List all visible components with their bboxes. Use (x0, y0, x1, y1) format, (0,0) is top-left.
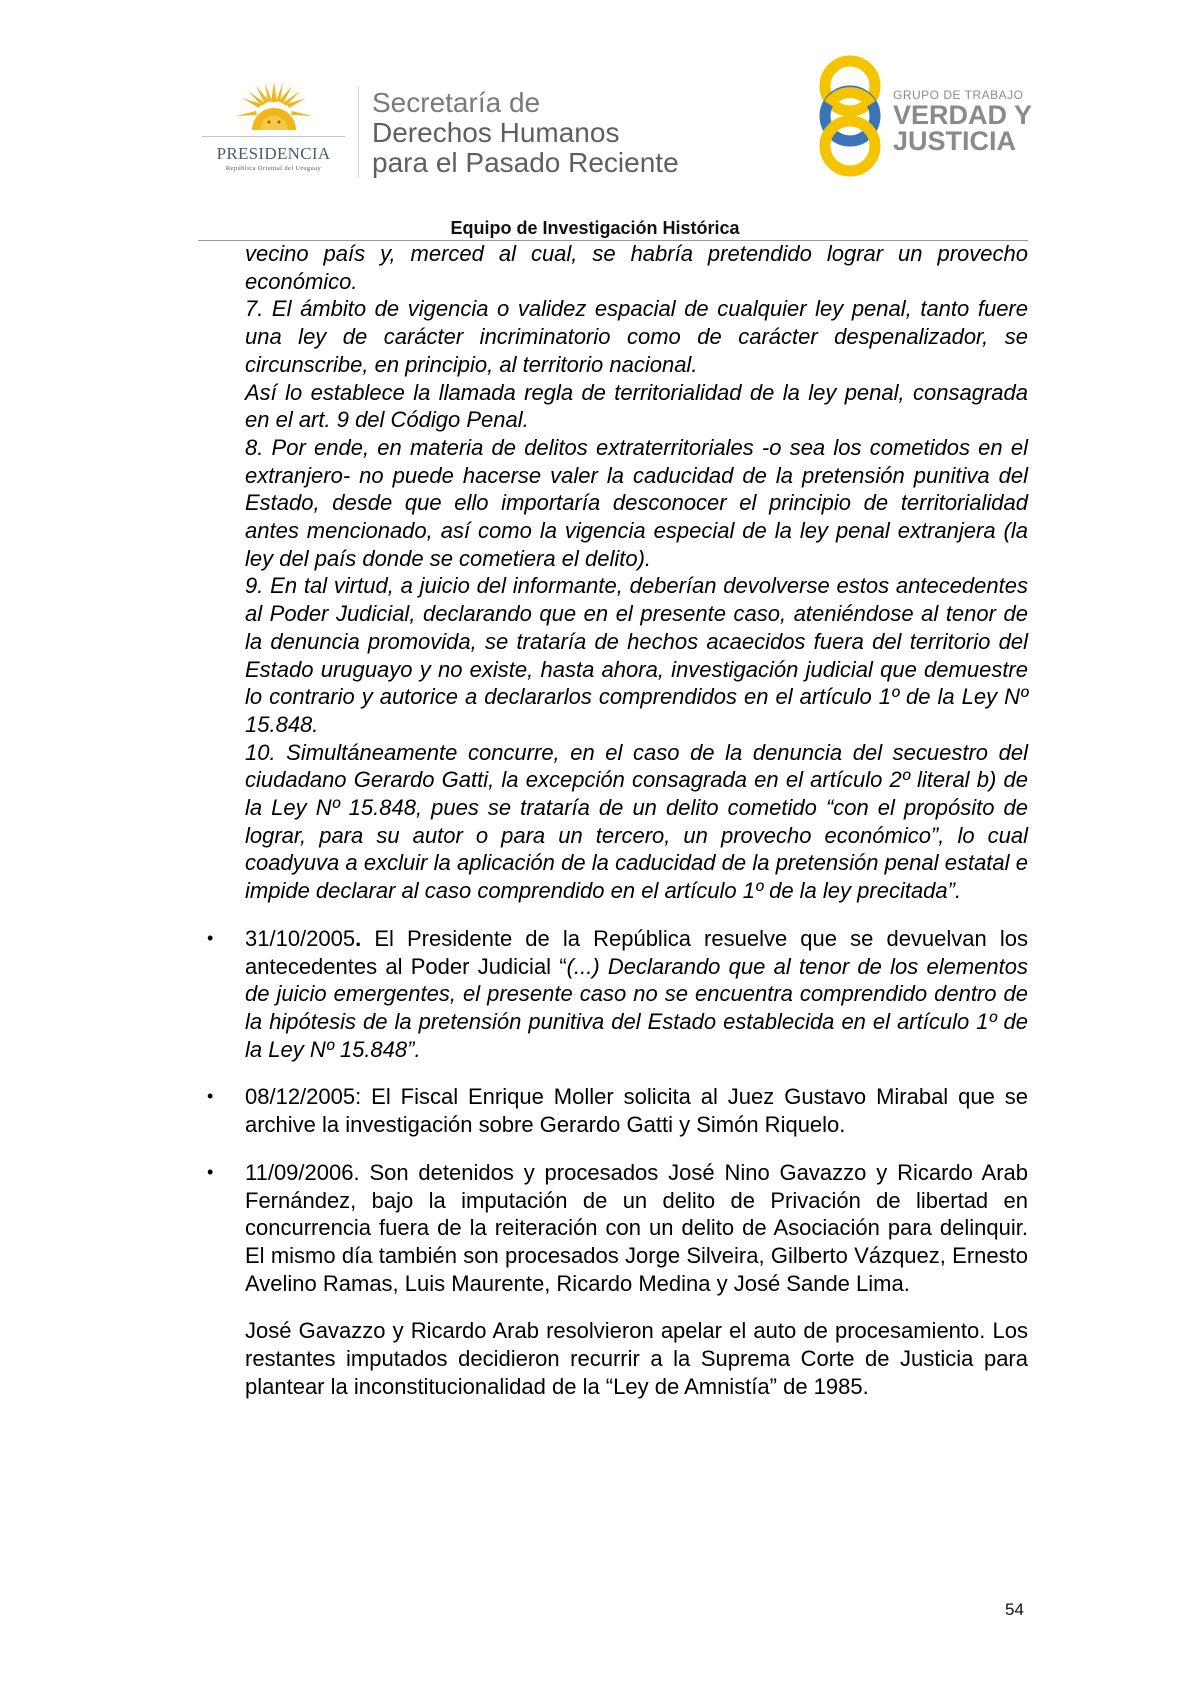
grupo-line-2: VERDAD Y (893, 100, 1033, 130)
team-heading: Equipo de Investigación Histórica (450, 218, 740, 238)
grupo-line-1: GRUPO DE TRABAJO (893, 88, 1024, 102)
bullet-text: 11/09/2006. Son detenidos y procesados José Nino Gavazzo y Ricardo Arab Fernández, bajo la imputación de un delito de Privación de libertad en concurrencia fuera de la reiteración con un delito de Asociación para delinquir. El mismo día también son procesados Jorge Silveira, Gilberto Vázquez, Ernesto Avelino Ramas, Luis Maurente, Ricardo Medina y José Sande Lima. (245, 1159, 1028, 1296)
bullet-quote: (...) Declarando que al tenor de los elementos de juicio emergentes, el presente caso no se encuentra comprendido dentro de la hipótesis de la pretensión punitiva del Estado establecida en el artículo 1º de la Ley Nº 15.848”. (245, 953, 1028, 1062)
page-number: 54 (1005, 1600, 1024, 1619)
bullet-item-2005-10-31 (207, 925, 1028, 1064)
paragraph-territoriality: Así lo establece la llamada regla de territorialidad de la ley penal, consagrada en el art. 9 del Código Penal. (245, 379, 1028, 433)
bullet-body: El Presidente de la República resuelve que se devuelvan los antecedentes al Poder Judicial “ (245, 925, 1028, 979)
presidencia-logo (196, 80, 351, 180)
paragraph-appeal: José Gavazzo y Ricardo Arab resolvieron apelar el auto de procesamiento. Los restantes imputados decidieron recurrir a la Suprema Corte de Justicia para plantear la inconstitucionalidad de la “Ley de Amnistía” de 1985. (245, 1318, 1028, 1399)
bullet-text (245, 925, 1028, 1064)
paragraph-point-7: 7. El ámbito de vigencia o validez espacial de cualquier ley penal, tanto fuere una ley de carácter incriminatorio como de carácter despenalizador, se circunscribe, en principio, al territorio nacional. (245, 296, 1028, 377)
secretaria-line-2: Derechos Humanos (372, 117, 620, 148)
paragraph-point-8: 8. Por ende, en materia de delitos extraterritoriales -o sea los cometidos en el extranjero- no puede hacerse valer la caducidad de la pretensión punitiva del Estado, desde que ello importaría desconocer el principio de territorialidad antes mencionado, así como la vigencia especial de la ley penal extranjera (la ley del país donde se cometiera el delito). (245, 434, 1028, 571)
presidencia-rule (202, 136, 345, 137)
paragraph-point-10: 10. Simultáneamente concurre, en el caso de la denuncia del secuestro del ciudadano Gerardo Gatti, la excepción consagrada en el artículo 2º literal b) de la Ley Nº 15.848, pues se trataría de un delito cometido “con el propósito de lograr, para su autor o para un tercero, un provecho económico”, lo cual coadyuva a excluir la aplicación de la caducidad de la pretensión penal estatal e impide declarar al caso comprendido en el artículo 1º de la ley precitada”. (245, 739, 1028, 904)
paragraph-1: vecino país y, merced al cual, se habría pretendido lograr un provecho económico. (245, 241, 1028, 294)
grupo-trabajo-title (893, 88, 1032, 154)
bullet-icon: • (207, 1086, 214, 1107)
secretaria-title (372, 88, 679, 178)
bullet-item-2005-12-08 (207, 1083, 1028, 1138)
paragraph-point-9: 9. En tal virtud, a juicio del informante, deberían devolverse estos antecedentes al Poder Judicial, declarando que en el presente caso, ateniéndose al tenor de la denuncia promovida, se trataría de hechos acaecidos fuera del territorio del Estado uruguayo y no existe, hasta ahora, investigación judicial que demuestre lo contrario y autorice a declararlos comprendidos en el artículo 1º de la Ley Nº 15.848. (245, 573, 1028, 737)
presidencia-subtitle: República Oriental del Uruguay (225, 165, 322, 172)
header-divider (358, 86, 359, 178)
bullet-date: 31/10/2005 (245, 925, 356, 951)
page-header (0, 0, 1190, 240)
secretaria-line-1: Secretaría de (372, 87, 541, 118)
bullet-item-2006-09-11 (207, 1159, 1028, 1298)
bullet-icon: • (207, 1161, 214, 1182)
grupo-line-3: JUSTICIA (893, 126, 1017, 156)
presidencia-name: PRESIDENCIA (216, 144, 331, 163)
bullet-date-dot: . (355, 925, 362, 951)
bullet-text: 08/12/2005: El Fiscal Enrique Moller solicita al Juez Gustavo Mirabal que se archive la investigación sobre Gerardo Gatti y Simón Riquelo. (245, 1084, 1028, 1138)
bullet-icon: • (207, 927, 214, 948)
page-body (207, 240, 1028, 1400)
rings-logo-icon (812, 52, 888, 180)
secretaria-line-3: para el Pasado Reciente (372, 147, 679, 178)
sun-icon (234, 80, 314, 138)
